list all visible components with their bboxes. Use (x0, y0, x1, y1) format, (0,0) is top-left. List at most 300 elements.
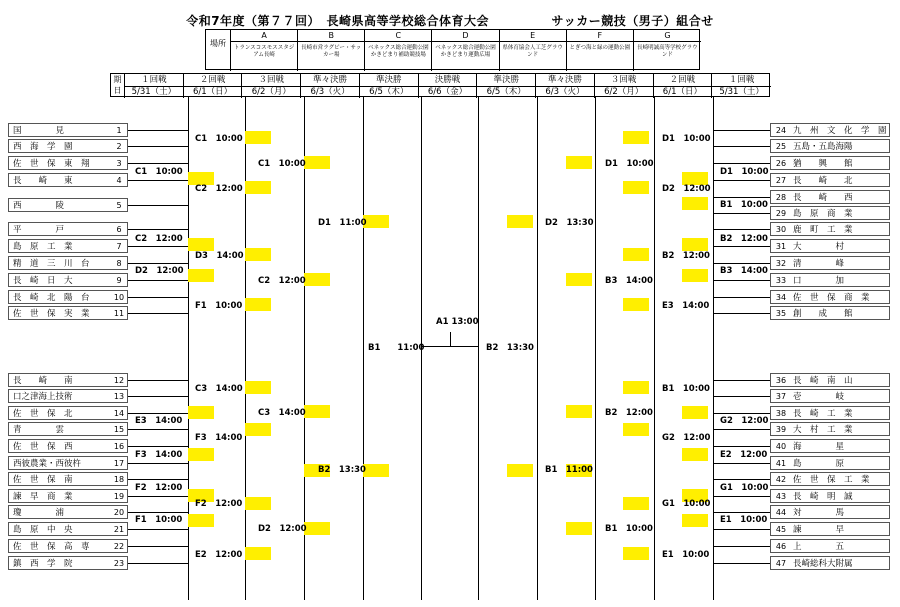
venue-name: 長崎市営ラグビー・サッカー場 (301, 45, 362, 58)
team-box-11 (8, 306, 128, 320)
team-box-14 (8, 406, 128, 420)
team-name: 西 陵 (13, 201, 65, 211)
bracket-line (713, 180, 770, 181)
team-seed-number: 9 (116, 276, 122, 285)
venue-name: トランスコスモススタジアム長崎 (233, 45, 295, 58)
match-label: B2 13:30 (486, 343, 534, 353)
team-seed-number: 23 (113, 559, 125, 568)
bracket-line (713, 197, 770, 198)
bracket-line (363, 97, 364, 600)
team-seed-number: 3 (116, 159, 122, 168)
match-label: D2 13:30 (545, 218, 594, 228)
match-label: B2 13:30 (318, 465, 366, 475)
team-name: 諫 早 商 業 (13, 492, 73, 502)
team-name: 長 崎 明 誠 (793, 492, 853, 502)
result-slot (188, 406, 214, 419)
round-date: 6/5（木） (369, 87, 409, 97)
result-slot (682, 197, 708, 210)
team-seed-number: 44 (775, 508, 787, 517)
team-box-39 (770, 422, 890, 436)
result-slot (566, 405, 592, 418)
team-name: 長 崎 北 陽 台 (13, 293, 90, 303)
team-box-4 (8, 173, 128, 187)
match-label: B1 10:00 (662, 384, 710, 394)
team-seed-number: 19 (113, 492, 125, 501)
match-label: D1 10:00 (720, 167, 769, 177)
match-label: F2 12:00 (195, 499, 243, 509)
match-label: G1 10:00 (720, 483, 769, 493)
result-slot (245, 497, 271, 510)
result-slot (623, 547, 649, 560)
team-box-30 (770, 222, 890, 236)
result-slot (507, 464, 533, 477)
bracket-line (128, 563, 188, 564)
bracket-line (713, 446, 770, 447)
match-label: B1 10:00 (605, 524, 653, 534)
bracket-line (713, 213, 770, 214)
team-seed-number: 30 (775, 225, 787, 234)
team-seed-number: 27 (775, 176, 787, 185)
team-name: 海 星 (793, 442, 845, 452)
team-name: 精 道 三 川 台 (13, 259, 90, 269)
match-label: B2 12:00 (605, 408, 653, 418)
bracket-line (478, 97, 479, 600)
bracket-line (713, 479, 770, 480)
team-seed-number: 14 (113, 409, 125, 418)
result-slot (304, 405, 330, 418)
bracket-line (128, 479, 188, 480)
match-label: E1 10:00 (662, 550, 710, 560)
round-name: ３回戦 (242, 74, 300, 87)
round-date: 6/3（火） (545, 87, 585, 97)
team-name: 佐 世 保 実 業 (13, 309, 90, 319)
team-seed-number: 42 (775, 475, 787, 484)
bracket-line (128, 280, 188, 281)
bracket-line (128, 380, 188, 381)
bracket-line (595, 97, 596, 600)
team-name: 島 原 (793, 459, 845, 469)
bracket-line (128, 496, 188, 497)
result-slot (188, 448, 214, 461)
team-seed-number: 4 (116, 176, 122, 185)
result-slot (623, 381, 649, 394)
match-label: F3 14:00 (195, 433, 243, 443)
round-date: 6/2（月） (604, 87, 644, 97)
match-label: B3 14:00 (720, 266, 768, 276)
bracket-line (450, 332, 451, 346)
match-label: D3 14:00 (195, 251, 244, 261)
bracket-line (245, 97, 246, 600)
team-box-7 (8, 239, 128, 253)
team-box-33 (770, 273, 890, 287)
match-label: D1 10:00 (605, 159, 654, 169)
team-seed-number: 24 (775, 126, 787, 135)
team-name: 西 海 学 園 (13, 142, 73, 152)
match-label: C2 12:00 (195, 184, 243, 194)
round-name: 準々決勝 (536, 74, 594, 87)
team-name: 長崎総科大附属 (793, 559, 853, 569)
round-name: 準決勝 (477, 74, 535, 87)
result-slot (304, 273, 330, 286)
team-seed-number: 29 (775, 209, 787, 218)
team-box-8 (8, 256, 128, 270)
result-slot (188, 514, 214, 527)
bracket-line (713, 229, 770, 230)
result-slot (623, 181, 649, 194)
round-date: 6/5（木） (486, 87, 526, 97)
match-label: D2 12:00 (258, 524, 307, 534)
team-name: 長 崎 西 (793, 193, 853, 203)
venue-letter: D (432, 30, 498, 42)
result-slot (623, 131, 649, 144)
team-box-29 (770, 206, 890, 220)
match-label: C1 10:00 (135, 167, 183, 177)
venue-name: とぎつ海と緑の運動公園 (569, 45, 631, 51)
team-name: 佐 世 保 南 (13, 475, 73, 485)
team-box-22 (8, 539, 128, 553)
match-label: E2 12:00 (720, 450, 768, 460)
team-seed-number: 33 (775, 276, 787, 285)
match-label: D2 12:00 (135, 266, 184, 276)
result-slot (682, 514, 708, 527)
team-seed-number: 39 (775, 425, 787, 434)
match-label: G2 12:00 (662, 433, 711, 443)
round-name: ３回戦 (595, 74, 653, 87)
venue-name: 長崎明誠高等学校グラウンド (637, 45, 698, 58)
match-label: C1 10:00 (195, 134, 243, 144)
bracket-line (713, 563, 770, 564)
team-box-3 (8, 156, 128, 170)
venue-name: ベネックス総合運動公園かきどまり補助競技場 (368, 45, 429, 58)
team-box-13 (8, 389, 128, 403)
round-date: 6/1（日） (192, 87, 233, 97)
match-label: B3 14:00 (605, 276, 653, 286)
result-slot (566, 156, 592, 169)
team-name: 対 馬 (793, 508, 845, 518)
result-slot (682, 448, 708, 461)
round-date: 5/31（土） (719, 87, 764, 97)
round-name: １回戦 (125, 74, 183, 87)
bracket-line (713, 396, 770, 397)
team-name: 西彼農業・西彼杵 (13, 459, 82, 469)
team-seed-number: 22 (113, 542, 125, 551)
bracket-line (128, 512, 188, 513)
match-label: G1 10:00 (662, 499, 711, 509)
venue-place-label: 場所 (206, 30, 231, 71)
bracket-line (713, 529, 770, 530)
team-seed-number: 15 (113, 425, 125, 434)
team-name: 平 戸 (13, 225, 65, 235)
venue-letter: A (231, 30, 297, 42)
page-title: 令和7年度（第７７回） 長崎県高等学校総合体育大会 サッカー競技（男子）組合せ (186, 14, 714, 28)
result-slot (245, 423, 271, 436)
venue-name: 県体育協会人工芝グラウンド (502, 45, 563, 58)
team-box-21 (8, 522, 128, 536)
team-seed-number: 11 (113, 309, 125, 318)
team-seed-number: 46 (775, 542, 787, 551)
result-slot (623, 298, 649, 311)
team-seed-number: 7 (116, 242, 122, 251)
team-name: 長 崎 日 大 (13, 276, 73, 286)
team-name: 猶 興 館 (793, 159, 853, 169)
team-box-40 (770, 439, 890, 453)
round-date: 6/6（金） (427, 87, 468, 97)
venue-letter: E (500, 30, 566, 42)
team-box-20 (8, 505, 128, 519)
team-box-43 (770, 489, 890, 503)
team-name: 青 雲 (13, 425, 65, 435)
match-label: B2 12:00 (720, 234, 768, 244)
match-label: E2 12:00 (195, 550, 243, 560)
result-slot (507, 215, 533, 228)
bracket-line (713, 97, 714, 600)
result-slot (566, 273, 592, 286)
team-seed-number: 37 (775, 392, 787, 401)
result-slot (304, 522, 330, 535)
venue-letter: C (365, 30, 431, 42)
venue-name: ベネックス総合運動公園かきどまり運動広場 (435, 45, 496, 58)
team-box-12 (8, 373, 128, 387)
team-seed-number: 31 (775, 242, 787, 251)
match-label: F1 10:00 (135, 515, 183, 525)
round-name: 決勝戦 (419, 74, 477, 87)
team-box-23 (8, 556, 128, 570)
team-name: 瓊 浦 (13, 508, 65, 518)
result-slot (245, 131, 271, 144)
team-box-36 (770, 373, 890, 387)
result-slot (245, 298, 271, 311)
match-label: F3 14:00 (135, 450, 183, 460)
match-label: B1 11:00 (545, 465, 593, 475)
bracket-line (713, 280, 770, 281)
team-name: 国 見 (13, 126, 65, 136)
team-seed-number: 28 (775, 193, 787, 202)
round-date: 6/2（月） (251, 87, 291, 97)
result-slot (682, 406, 708, 419)
bracket-line (713, 413, 770, 414)
bracket-line (421, 346, 478, 347)
bracket-line (128, 163, 188, 164)
result-slot (245, 381, 271, 394)
bracket-line (128, 546, 188, 547)
bracket-line (713, 546, 770, 547)
team-seed-number: 34 (775, 293, 787, 302)
team-box-26 (770, 156, 890, 170)
team-seed-number: 21 (113, 525, 125, 534)
team-box-46 (770, 539, 890, 553)
team-name: 長 崎 東 (13, 176, 73, 186)
team-box-19 (8, 489, 128, 503)
team-name: 口 加 (793, 276, 845, 286)
match-label: E1 10:00 (720, 515, 768, 525)
team-name: 壱 岐 (793, 392, 845, 402)
team-box-9 (8, 273, 128, 287)
match-label: F2 12:00 (135, 483, 183, 493)
team-name: 鎮 西 学 院 (13, 559, 73, 569)
round-date: 6/3（火） (310, 87, 350, 97)
result-slot (623, 423, 649, 436)
bracket-line (128, 297, 188, 298)
bracket-line (713, 297, 770, 298)
match-label: B1 10:00 (720, 200, 768, 210)
team-seed-number: 41 (775, 459, 787, 468)
match-label: E3 14:00 (135, 416, 183, 426)
result-slot (304, 156, 330, 169)
match-label: G2 12:00 (720, 416, 769, 426)
team-box-27 (770, 173, 890, 187)
team-box-41 (770, 456, 890, 470)
bracket-line (713, 163, 770, 164)
team-name: 清 峰 (793, 259, 845, 269)
team-seed-number: 45 (775, 525, 787, 534)
team-seed-number: 47 (775, 559, 787, 568)
team-seed-number: 6 (116, 225, 122, 234)
team-name: 長 崎 南 山 (793, 376, 853, 386)
team-seed-number: 36 (775, 376, 787, 385)
team-box-47 (770, 556, 890, 570)
team-box-34 (770, 290, 890, 304)
round-name: ２回戦 (654, 74, 712, 87)
team-seed-number: 32 (775, 259, 787, 268)
match-label: C3 14:00 (258, 408, 306, 418)
bracket-line (128, 205, 188, 206)
bracket-line (713, 512, 770, 513)
team-box-38 (770, 406, 890, 420)
team-box-45 (770, 522, 890, 536)
bracket-line (128, 146, 188, 147)
round-date: 6/1（日） (662, 87, 702, 97)
bracket-line (713, 146, 770, 147)
bracket-line (537, 97, 538, 600)
bracket-line (128, 130, 188, 131)
team-box-25 (770, 139, 890, 153)
result-slot (245, 547, 271, 560)
team-seed-number: 38 (775, 409, 787, 418)
bracket-line (128, 180, 188, 181)
bracket-line (128, 263, 188, 264)
bracket-line (128, 313, 188, 314)
team-seed-number: 20 (113, 508, 125, 517)
team-box-24 (770, 123, 890, 137)
match-label: A1 13:00 (436, 317, 479, 327)
team-box-42 (770, 472, 890, 486)
result-slot (566, 522, 592, 535)
match-label: D1 10:00 (662, 134, 711, 144)
bracket-line (654, 97, 655, 600)
result-slot (623, 497, 649, 510)
team-box-10 (8, 290, 128, 304)
team-box-2 (8, 139, 128, 153)
bracket-line (713, 380, 770, 381)
team-box-6 (8, 222, 128, 236)
result-slot (245, 248, 271, 261)
team-name: 佐 世 保 高 専 (13, 542, 90, 552)
date-row-label: 日 (113, 86, 122, 95)
team-name: 島 原 商 業 (793, 209, 853, 219)
match-label: E3 14:00 (662, 301, 710, 311)
team-box-1 (8, 123, 128, 137)
round-date: 5/31（土） (131, 87, 177, 97)
team-seed-number: 40 (775, 442, 787, 451)
team-name: 九 州 文 化 学 園 (793, 126, 887, 136)
result-slot (363, 464, 389, 477)
match-label: D1 11:00 (318, 218, 367, 228)
team-seed-number: 25 (775, 142, 787, 151)
bracket-line (128, 413, 188, 414)
team-name: 大 村 工 業 (793, 425, 853, 435)
result-slot (623, 248, 649, 261)
round-name: 準々決勝 (301, 74, 359, 87)
team-box-44 (770, 505, 890, 519)
team-box-31 (770, 239, 890, 253)
team-name: 島 原 中 央 (13, 525, 73, 535)
team-name: 大 村 (793, 242, 845, 252)
team-seed-number: 26 (775, 159, 787, 168)
team-seed-number: 8 (116, 259, 122, 268)
team-seed-number: 43 (775, 492, 787, 501)
bracket-line (713, 313, 770, 314)
team-box-35 (770, 306, 890, 320)
team-name: 佐 世 保 工 業 (793, 475, 870, 485)
result-slot (188, 269, 214, 282)
team-box-17 (8, 456, 128, 470)
match-label: C2 12:00 (135, 234, 183, 244)
bracket-line (128, 246, 188, 247)
match-label: D2 12:00 (662, 184, 711, 194)
team-seed-number: 5 (116, 201, 122, 210)
team-seed-number: 1 (116, 126, 122, 135)
round-name: 準決勝 (360, 74, 418, 87)
bracket-line (128, 429, 188, 430)
match-label: F1 10:00 (195, 301, 243, 311)
bracket-line (713, 246, 770, 247)
team-box-5 (8, 198, 128, 212)
team-name: 長 崎 北 (793, 176, 853, 186)
venue-letter: G (634, 30, 701, 42)
bracket-line (128, 229, 188, 230)
bracket-line (713, 263, 770, 264)
round-row-label: 期 (113, 75, 122, 84)
team-name: 口之津海上技術 (13, 392, 73, 402)
team-name: 長 崎 南 (13, 376, 73, 386)
team-box-28 (770, 190, 890, 204)
team-seed-number: 16 (113, 442, 125, 451)
bracket-line (128, 529, 188, 530)
team-name: 佐 世 保 商 業 (793, 293, 870, 303)
team-name: 鹿 町 工 業 (793, 225, 853, 235)
team-box-15 (8, 422, 128, 436)
team-name: 佐 世 保 北 (13, 409, 73, 419)
team-box-16 (8, 439, 128, 453)
match-label: B2 12:00 (662, 251, 710, 261)
team-seed-number: 2 (116, 142, 122, 151)
venue-letter: B (298, 30, 364, 42)
team-seed-number: 35 (775, 309, 787, 318)
bracket-line (713, 463, 770, 464)
team-seed-number: 17 (113, 459, 125, 468)
team-seed-number: 18 (113, 475, 125, 484)
round-name: ２回戦 (184, 74, 242, 87)
match-label: C1 10:00 (258, 159, 306, 169)
team-name: 上 五 (793, 542, 845, 552)
team-box-37 (770, 389, 890, 403)
result-slot (245, 181, 271, 194)
team-name: 長 崎 工 業 (793, 409, 853, 419)
bracket-line (128, 396, 188, 397)
result-slot (682, 269, 708, 282)
bracket-line (128, 463, 188, 464)
team-seed-number: 13 (113, 392, 125, 401)
